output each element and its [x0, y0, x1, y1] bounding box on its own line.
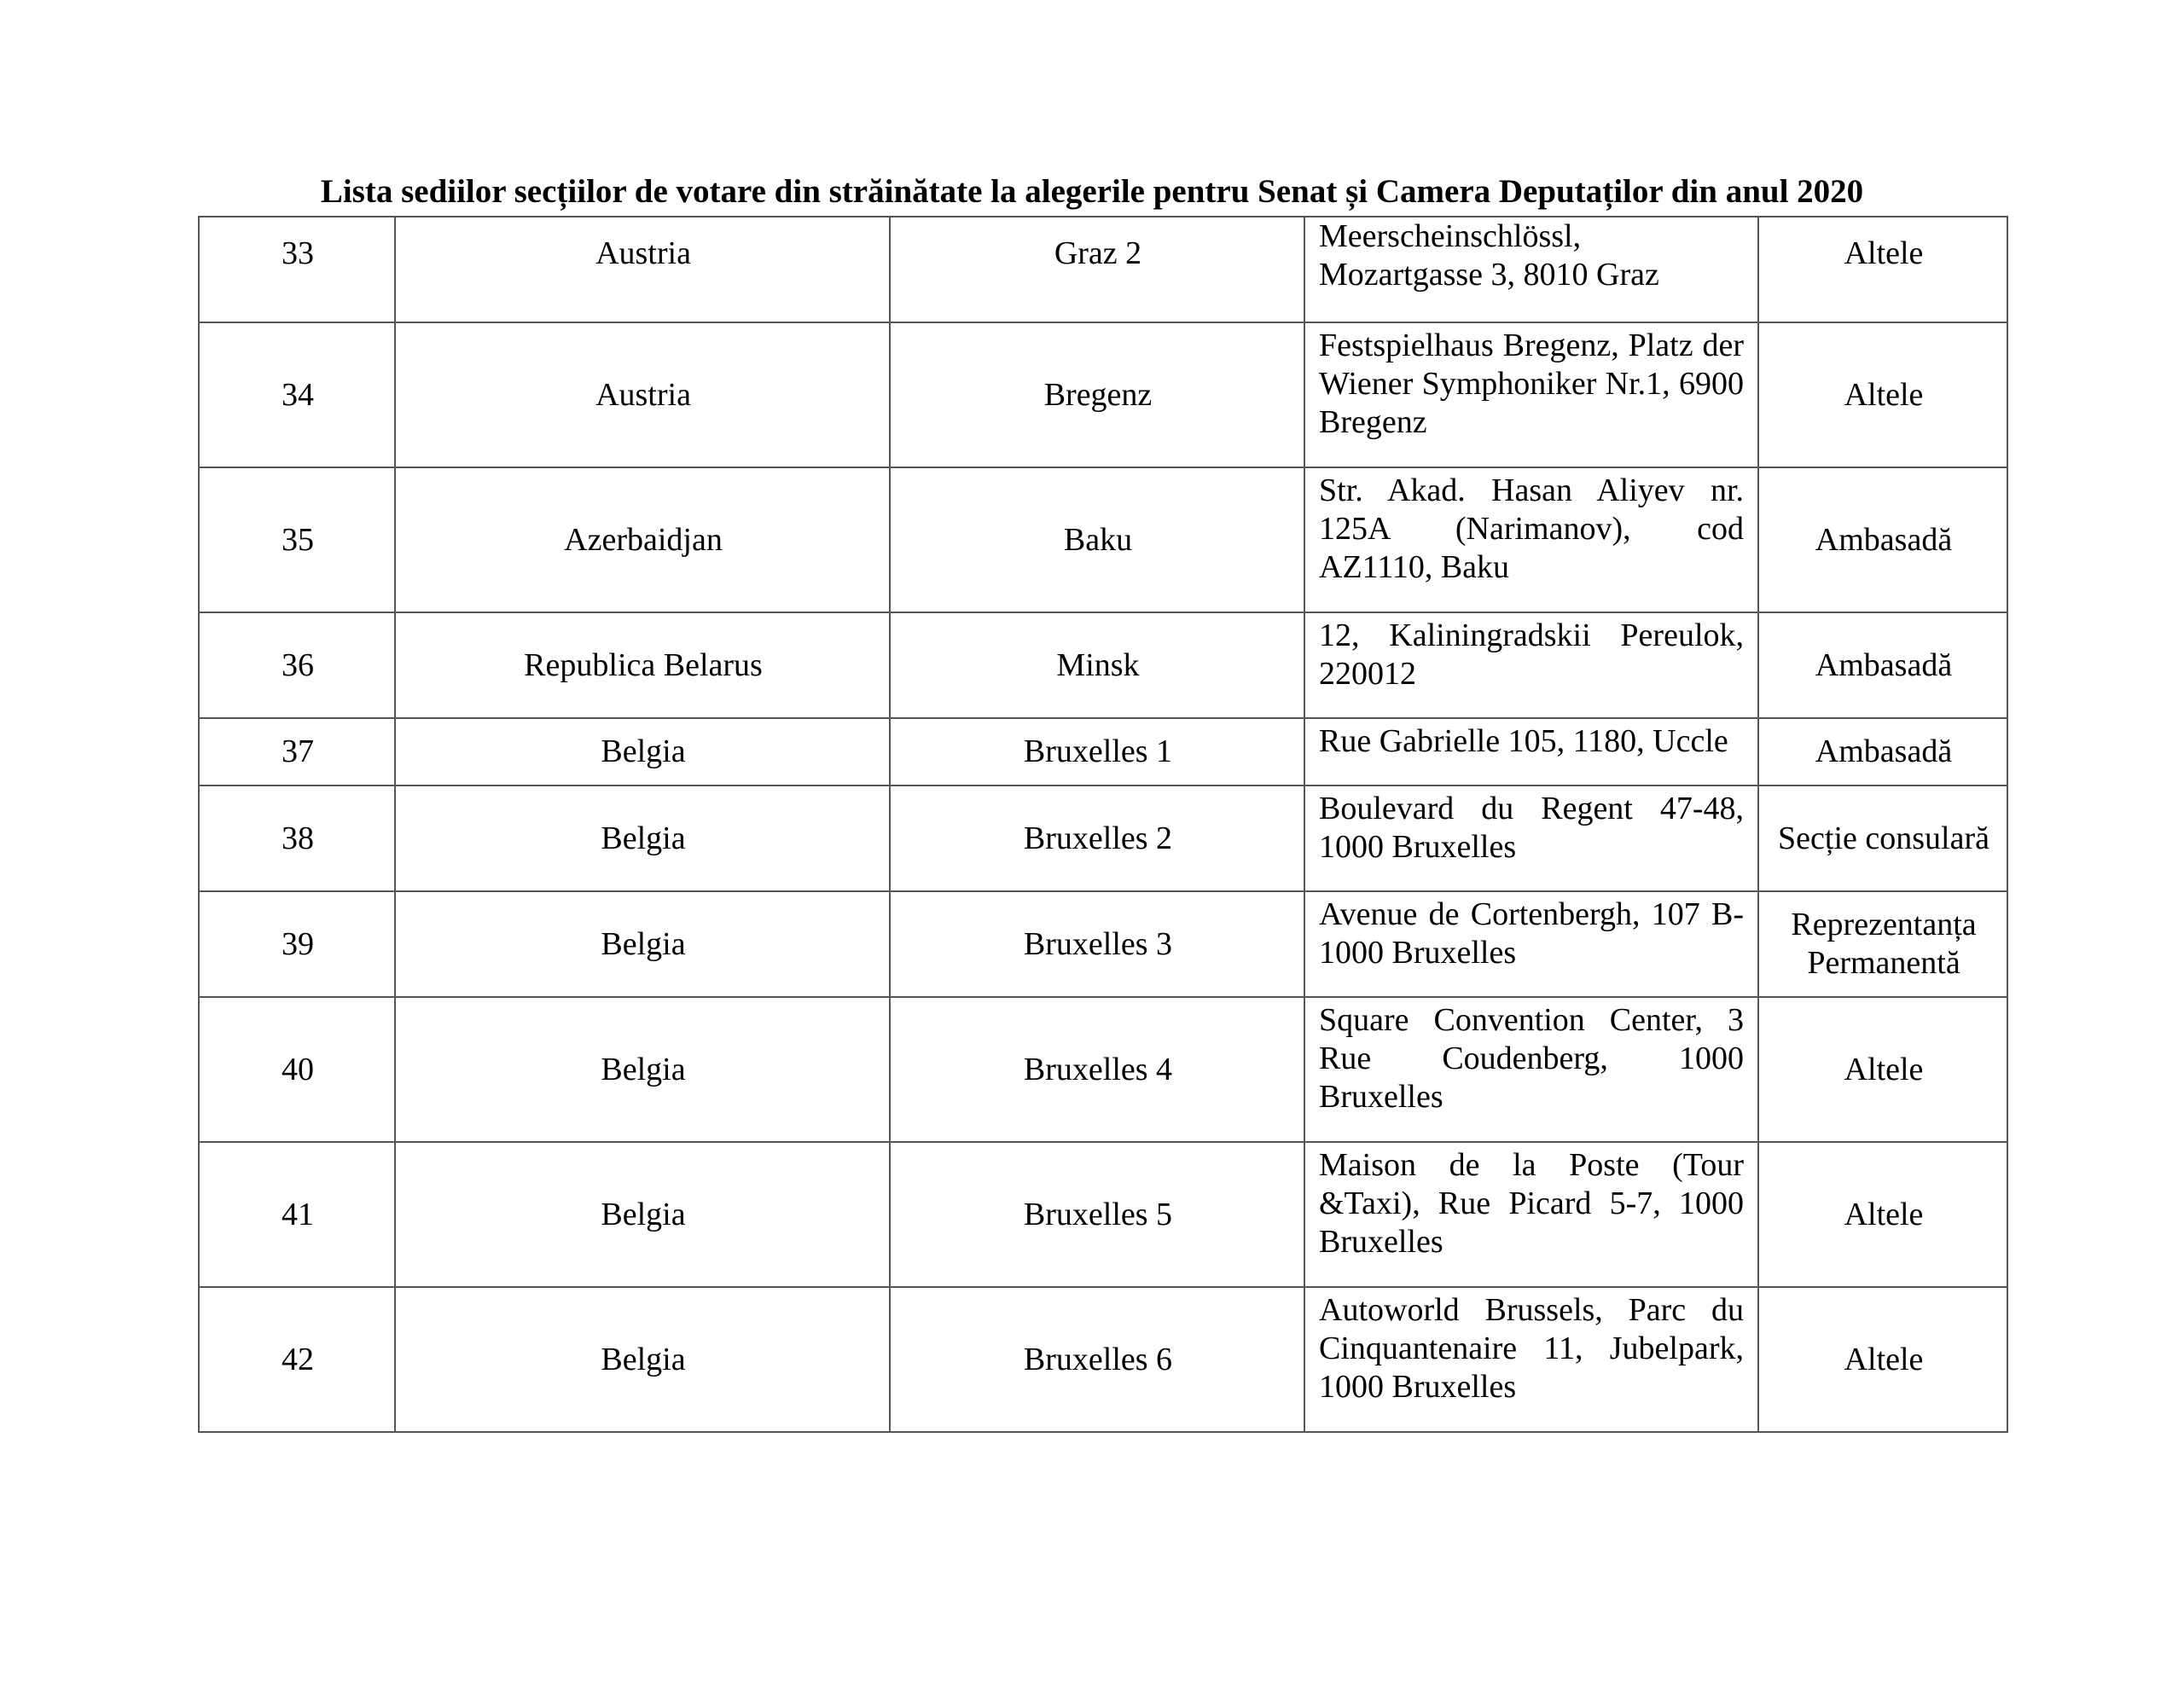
row-number: 36: [199, 612, 395, 718]
address-cell: Meerscheinschlössl, Mozartgasse 3, 8010 Graz: [1304, 217, 1758, 322]
locality-cell: Baku: [890, 467, 1304, 612]
address-cell: Festspielhaus Bregenz, Platz der Wiener Symphoniker Nr.1, 6900 Bregenz: [1304, 322, 1758, 467]
table-row: [199, 718, 2007, 786]
locality-cell: Bruxelles 5: [890, 1142, 1304, 1287]
table-row: [199, 322, 2007, 467]
locality-cell: Bruxelles 6: [890, 1287, 1304, 1432]
locality-cell: Bruxelles 4: [890, 997, 1304, 1142]
type-cell: Altele: [1758, 322, 2007, 467]
type-cell: Ambasadă: [1758, 467, 2007, 612]
table-row: [199, 612, 2007, 718]
type-cell: Altele: [1758, 997, 2007, 1142]
row-number: 37: [199, 718, 395, 786]
type-cell: Altele: [1758, 1142, 2007, 1287]
country-cell: Belgia: [395, 1287, 890, 1432]
address-cell: Avenue de Cortenbergh, 107 B-1000 Bruxelles: [1304, 891, 1758, 997]
locality-cell: Bruxelles 3: [890, 891, 1304, 997]
type-cell: Reprezentanța Permanentă: [1758, 891, 2007, 997]
locality-cell: Bruxelles 1: [890, 718, 1304, 786]
row-number: 42: [199, 1287, 395, 1432]
document-title: Lista sediilor secțiilor de votare din străinătate la alegerile pentru Senat și Camera Deputaților din anul 2020: [320, 173, 1864, 210]
type-cell: Altele: [1758, 1287, 2007, 1432]
country-cell: Belgia: [395, 786, 890, 891]
address-cell: Square Convention Center, 3 Rue Coudenberg, 1000 Bruxelles: [1304, 997, 1758, 1142]
address-cell: Rue Gabrielle 105, 1180, Uccle: [1304, 718, 1758, 786]
address-cell: Maison de la Poste (Tour &Taxi), Rue Picard 5-7, 1000 Bruxelles: [1304, 1142, 1758, 1287]
locality-cell: Bregenz: [890, 322, 1304, 467]
table-row: [199, 786, 2007, 891]
table-row: [199, 1142, 2007, 1287]
polling-stations-table: [198, 216, 2008, 1433]
country-cell: Belgia: [395, 891, 890, 997]
address-cell: 12, Kaliningradskii Pereulok, 220012: [1304, 612, 1758, 718]
row-number: 33: [199, 217, 395, 322]
country-cell: Belgia: [395, 718, 890, 786]
table-row: [199, 467, 2007, 612]
row-number: 41: [199, 1142, 395, 1287]
country-cell: Azerbaidjan: [395, 467, 890, 612]
country-cell: Belgia: [395, 1142, 890, 1287]
table-row: [199, 217, 2007, 322]
type-cell: Ambasadă: [1758, 718, 2007, 786]
table-row: [199, 1287, 2007, 1432]
table-row: [199, 997, 2007, 1142]
address-cell: Str. Akad. Hasan Aliyev nr. 125A (Narimanov), cod AZ1110, Baku: [1304, 467, 1758, 612]
locality-cell: Bruxelles 2: [890, 786, 1304, 891]
row-number: 39: [199, 891, 395, 997]
country-cell: Belgia: [395, 997, 890, 1142]
address-cell: Autoworld Brussels, Parc du Cinquantenaire 11, Jubelpark, 1000 Bruxelles: [1304, 1287, 1758, 1432]
country-cell: Austria: [395, 322, 890, 467]
country-cell: Austria: [395, 217, 890, 322]
row-number: 34: [199, 322, 395, 467]
table-row: [199, 891, 2007, 997]
country-cell: Republica Belarus: [395, 612, 890, 718]
row-number: 40: [199, 997, 395, 1142]
type-cell: Ambasadă: [1758, 612, 2007, 718]
address-cell: Boulevard du Regent 47-48, 1000 Bruxelles: [1304, 786, 1758, 891]
row-number: 38: [199, 786, 395, 891]
type-cell: Altele: [1758, 217, 2007, 322]
row-number: 35: [199, 467, 395, 612]
type-cell: Secție consulară: [1758, 786, 2007, 891]
locality-cell: Graz 2: [890, 217, 1304, 322]
locality-cell: Minsk: [890, 612, 1304, 718]
